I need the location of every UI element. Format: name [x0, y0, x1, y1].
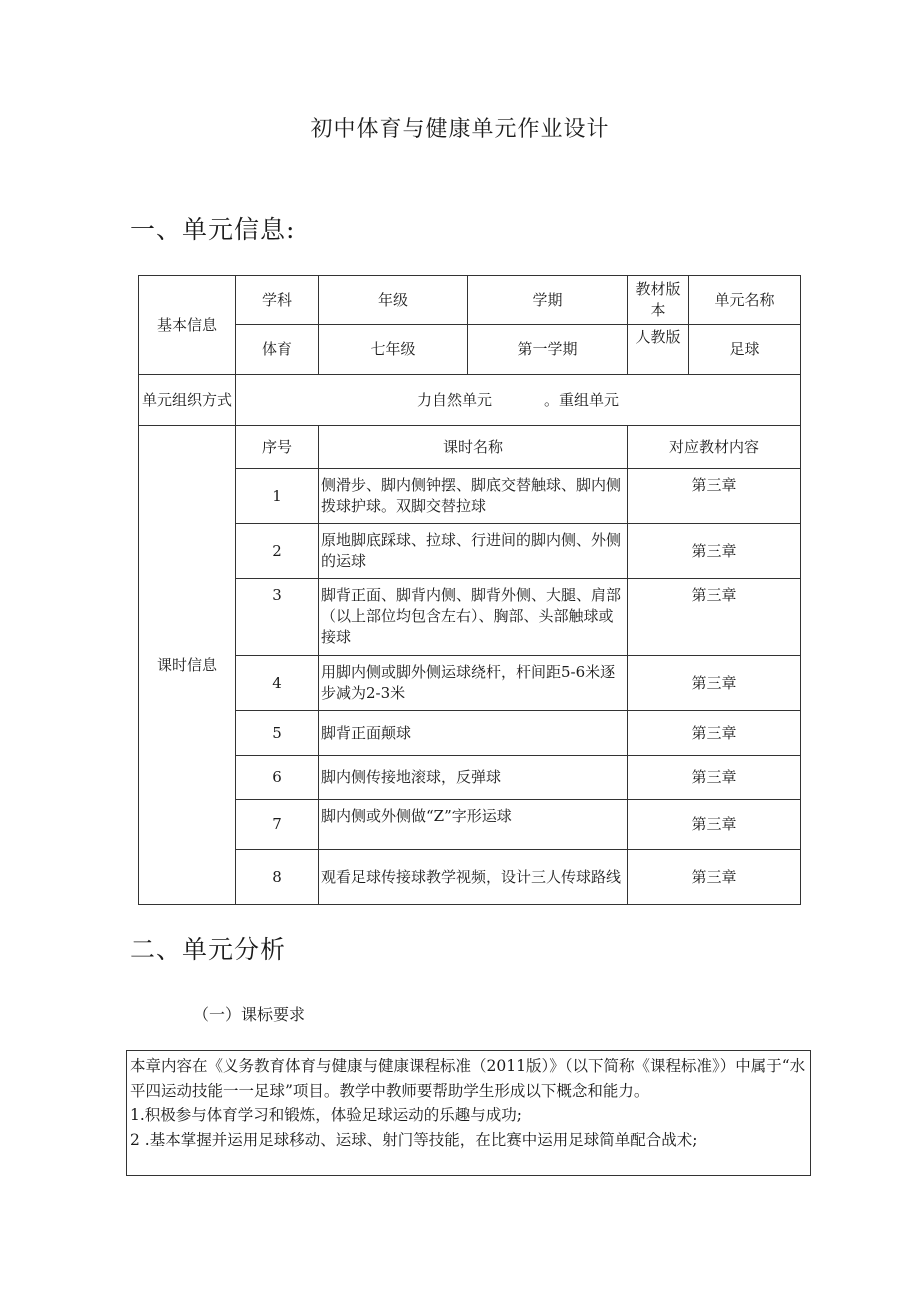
lesson-name: 用脚内侧或脚外侧运球绕杆，杆间距5-6米逐步减为2-3米	[319, 656, 628, 711]
lesson-no: 4	[236, 656, 319, 711]
table-row	[139, 579, 801, 656]
lesson-no: 8	[236, 850, 319, 905]
table-row	[139, 800, 801, 850]
curriculum-paragraph: 本章内容在《义务教育体育与健康与健康课程标准（2011版）》（以下简称《课程标准》）中属于“水平四运动技能一一足球”项目。教学中教师要帮助学生形成以下概念和能力。	[130, 1057, 806, 1100]
lesson-header-no: 序号	[236, 426, 319, 469]
value-unit-name: 足球	[689, 325, 801, 375]
lesson-no: 6	[236, 756, 319, 800]
lesson-content: 第三章	[628, 756, 801, 800]
lesson-name: 脚背正面、脚背内侧、脚背外侧、大腿、肩部（以上部位均包含左右）、胸部、头部触球或接球	[319, 579, 628, 656]
table-row	[139, 524, 801, 579]
table-row	[139, 756, 801, 800]
value-grade: 七年级	[319, 325, 468, 375]
lesson-content: 第三章	[628, 656, 801, 711]
lesson-name: 侧滑步、脚内侧钟摆、脚底交替触球、脚内侧拨球护球。双脚交替拉球	[319, 469, 628, 524]
lesson-header-name: 课时名称	[319, 426, 628, 469]
table-row	[139, 469, 801, 524]
subheading-curriculum-requirements: （一）课标要求	[193, 1005, 306, 1024]
org-mode-label: 单元组织方式	[139, 375, 236, 426]
lesson-name: 脚内侧传接地滚球，反弹球	[319, 756, 628, 800]
lesson-no: 1	[236, 469, 319, 524]
lesson-content: 第三章	[628, 579, 801, 656]
lesson-no: 3	[236, 579, 319, 656]
lesson-header-content: 对应教材内容	[628, 426, 801, 469]
header-term: 学期	[468, 276, 628, 325]
document-title: 初中体育与健康单元作业设计	[310, 117, 610, 142]
unit-info-table	[138, 275, 801, 905]
lesson-name: 脚背正面颠球	[319, 711, 628, 756]
basic-info-label: 基本信息	[139, 276, 236, 375]
lesson-name: 脚内侧或外侧做“Z”字形运球	[319, 800, 628, 850]
header-grade: 年级	[319, 276, 468, 325]
lesson-content: 第三章	[628, 800, 801, 850]
header-unit-name: 单元名称	[689, 276, 801, 325]
org-mode-options	[236, 375, 801, 426]
lesson-name: 观看足球传接球教学视频，设计三人传球路线	[319, 850, 628, 905]
lesson-content: 第三章	[628, 850, 801, 905]
table-row	[139, 850, 801, 905]
lesson-info-label: 课时信息	[139, 426, 236, 905]
table-row	[139, 656, 801, 711]
lesson-content: 第三章	[628, 711, 801, 756]
value-subject: 体育	[236, 325, 319, 375]
curriculum-item-1: 1.积极参与体育学习和锻炼，体验足球运动的乐趣与成功;	[130, 1106, 523, 1124]
table-row	[139, 711, 801, 756]
lesson-name: 原地脚底踩球、拉球、行进间的脚内侧、外侧的运球	[319, 524, 628, 579]
lesson-no: 2	[236, 524, 319, 579]
lesson-content: 第三章	[628, 469, 801, 524]
header-subject: 学科	[236, 276, 319, 325]
lesson-content: 第三章	[628, 524, 801, 579]
lesson-no: 7	[236, 800, 319, 850]
value-textbook-version: 人教版	[628, 325, 689, 375]
value-term: 第一学期	[468, 325, 628, 375]
lesson-no: 5	[236, 711, 319, 756]
curriculum-item-2: 2 .基本掌握并运用足球移动、运球、射门等技能，在比赛中运用足球简单配合战术;	[130, 1130, 698, 1149]
section-heading-unit-info: 一、单元信息:	[130, 215, 296, 244]
org-option-natural-unit: 力自然单元	[416, 390, 492, 409]
org-option-regroup-unit: 。重组单元	[544, 390, 620, 409]
section-heading-unit-analysis: 二、单元分析	[130, 935, 287, 964]
header-textbook-version: 教材版本	[628, 276, 689, 325]
curriculum-standard-box	[126, 1050, 811, 1176]
